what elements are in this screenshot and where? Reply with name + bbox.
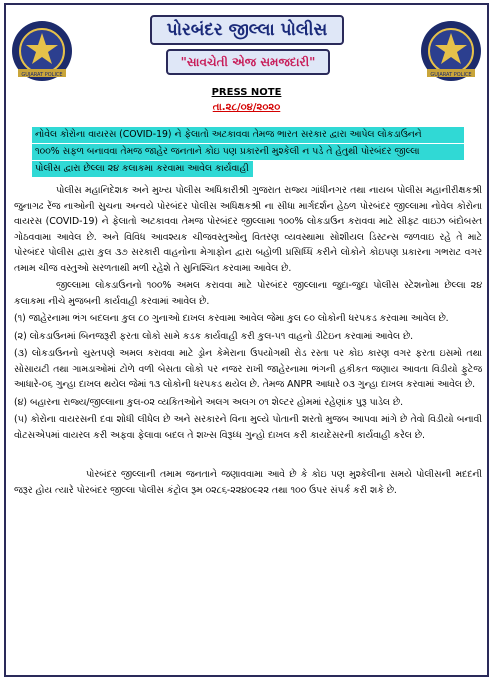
list-item: (૨) લોકડાઉનમાં બિનજરૂરી ફરતા લોકો સામે કડક કાર્યવાહી કરી કુલ-૫૧ વાહનો ડીટેઇન કરવામાં આવેલ છે.	[14, 330, 414, 342]
list-item: (૪) બહારના રાજ્ય/જીલ્લાના કુલ-૦૨ વ્યકિતઓને અલગ અલગ ૦૧ શેલ્ટર હોમમાં રહેણાંક પુરૂ પાડેલ છે.	[14, 396, 404, 408]
highlight-block	[32, 127, 464, 184]
intro-paragraph: પોલીસ મહાનિદેશક અને મુખ્ય પોલીસ અધિકારીશ્રી ગુજરાત રાજ્ય ગાંધીનગર તથા નાયબ પોલીસ મહાનીરીક્ષકશ્રી જુનાગઢ રેંજ નાઓની સુચના અન્વયે પોરબંદર પોલીસ અધિક્ષકશ્રી ના સીધા માર્ગદર્શન હેઠળ પોરબંદર જીલ્લામા નોવેલ કોરોના વાયરસ (COVID-19) ને ફેલાતો અટકાવવા તેમજ પોરબંદર જીલ્લામા ૧૦૦% લોકડાઉન કરાવવા માટે સીફ્ટ વાઇઝ બંદોબસ્ત ગોઠવવામા આવેલ છે. અને વિવિધ આવશ્યક ચીજવસ્તુઓનુ વિતરણ વ્યવસ્થામા સોશીયલ ડિસ્ટન્સ જળવાઇ રહે તે માટે પોરબંદર પોલીસ દ્વારા કુલ ૩૭ સરકારી વાહનોના મેગાફોન દ્વારા બહોળી પ્રસિધ્ધિ કરીને લોકોને કોઇપણ પ્રકારના ગભરાટ વગર તમામ ચીજ વસ્તુઓ સરળતાથી મળી રહેશે તે સુનિશ્ચિત કરવામા આવેલ છે.	[14, 185, 482, 274]
second-paragraph: જીલ્લામા લોકડાઉનનો ૧૦૦% અમલ કરાવવા માટે પોરબંદર જીલ્લાના જુદા-જુદા પોલીસ સ્ટેશનોમા છેલ્લા ૨૪ કલાકમા નીચે મુજબની કાર્યવાહી કરવામાં આવેલ છે.	[14, 280, 482, 307]
gujarat-police-emblem-icon	[419, 19, 483, 83]
list-item: (૫) કોરોના વાયરસની દવા શોધી લીધેલ છે અને સરકારને વિના મુલ્યે પોતાની શરતો મુજબ આપવા માંગે છે તેવો વિડીયો બનાવી વોટસએપમાં વાયરલ કરી અફવા ફેલાવા બદલ તે શખ્સ વિરૂધ્ધ ગુન્હો દાખલ કરી કાયદેસરની કાર્યવાહી કરેલ છે.	[14, 414, 482, 441]
press-note-page	[4, 3, 489, 677]
page-title: પોરબંદર જીલ્લા પોલીસ	[150, 15, 344, 45]
footer-paragraph: પોરબંદર જીલ્લાની તમામ જનતાને જણાવવામા આવે છે કે કોઇ પણ મુશ્કેલીના સમયે પોલીસની મદદની જરૂર હોય ત્યારે પોરબંદર જીલ્લા પોલીસ કંટ્રોલ રૂમ ૦૨૮૬-૨૨૪૦૯૨૨ તથા ૧૦૦ ઉપર સંપર્ક કરી શકે છે.	[14, 469, 482, 496]
header	[6, 5, 487, 89]
body-text	[14, 183, 482, 500]
list-item: (૧) જાહેરનામા ભંગ બદલના કુલ ૮૦ ગુનાઓ દાખલ કરવામા આવેલ જેમા કુલ ૯૦ લોકોની ધરપકડ કરવામા આવેલ છે.	[14, 313, 449, 324]
slogan: "સાવચેતી એજ સમજદારી"	[166, 49, 330, 75]
svg-text:GUJARAT POLICE: GUJARAT POLICE	[21, 72, 63, 78]
date-label: તા.૨૮/૦૪/૨૦૨૦	[212, 102, 281, 113]
svg-text:GUJARAT POLICE: GUJARAT POLICE	[430, 72, 472, 78]
list-item: (૩) લોકડાઉનનો ચુસ્તપણે અમલ કરાવવા માટે ડ્રોન કેમેરાના ઉપયોગથી રોડ રસ્તા પર કોઇ કારણ વગર ફરતા ઇસમો તથા સોસાયટી તથા ગામડાઓમાં ટોળે વળી બેસતા લોકો પર નજર રાખી જાહેરનામા ભંગની હકીકત જણાય આવતા વિડીયો ફુટેજ આધારે-૦૬ ગુન્હા દાખલ થયેલ જેમાં ૧૩ લોકોની ધરપકડ થયેલ છે. તેમજ ANPR આધારે ૦૩ ગુન્હા દાખલ કરવામાં આવેલ છે.	[14, 348, 482, 390]
highlight-line: નોવેલ કોરોના વાયરસ (COVID-19) ને ફેલાતો અટકાવવા તેમજ ભારત સરકાર દ્વારા આપેલ લોકડાઉનને	[32, 127, 464, 143]
highlight-line: પોલીસ દ્વારા છેલ્લા ૨૪ કલાકમા કરવામા આવેલ કાર્યવાહી	[32, 161, 253, 177]
gujarat-police-emblem-icon	[10, 19, 74, 83]
press-note-label: PRESS NOTE	[211, 87, 282, 98]
highlight-line: ૧૦૦% સફળ બનાવવા તેમજ જાહેર જનતાને કોઇ પણ પ્રકારની મુશ્કેલી ન પડે તે હેતુથી પોરબંદર જીલ્લા	[32, 144, 464, 160]
